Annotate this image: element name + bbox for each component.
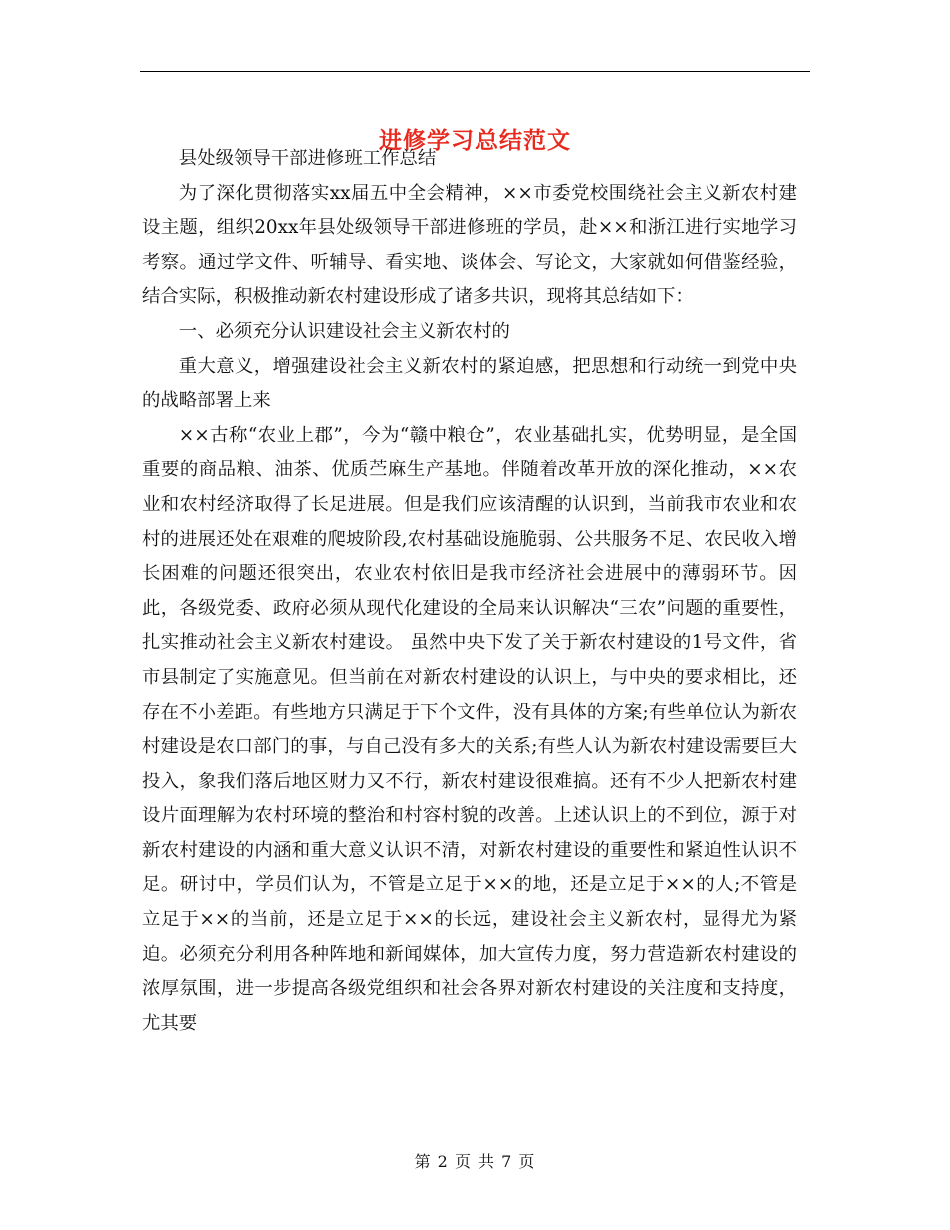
intro-paragraph: 为了深化贯彻落实xx届五中全会精神，××市委党校围绕社会主义新农村建设主题，组织20xx年县处级领导干部进修班的学员，赴××和浙江进行实地学习考察。通过学文件、听辅导、看实地、谈体会、写论文，大家就如何借鉴经验，结合实际，积极推动新农村建设形成了诸多共识，现将其总结如下： <box>142 182 797 308</box>
document-title: 进修学习总结范文 <box>379 127 571 155</box>
subtitle-paragraph: 县处级领导干部进修班工作总结 <box>178 148 437 169</box>
section-heading-continued: 重大意义，增强建设社会主义新农村的紧迫感，把思想和行动统一到党中央的战略部署上来 <box>142 355 797 412</box>
document-body <box>142 142 797 1041</box>
header-rule <box>140 71 810 72</box>
page-number: 第 2 页 共 7 页 <box>414 1152 536 1171</box>
body-paragraph: ××古称“农业上郡”，今为“赣中粮仓”，农业基础扎实，优势明显，是全国重要的商品粮、油茶、优质苎麻生产基地。伴随着改革开放的深化推动，××农业和农村经济取得了长足进展。但是我们应该清醒的认识到，当前我市农业和农村的进展还处在艰难的爬坡阶段,农村基础设施脆弱、公共服务不足、农民收入增长困难的问题还很突出，农业农村依旧是我市经济社会进展中的薄弱环节。因此，各级党委、政府必须从现代化建设的全局来认识解决“三农”问题的重要性，扎实推动社会主义新农村建设。 虽然中央下发了关于新农村建设的1号文件，省市县制定了实施意见。但当前在对新农村建设的认识上，与中央的要求相比，还存在不小差距。有些地方只满足于下个文件，没有具体的方案;有些单位认为新农村建设是农口部门的事，与自己没有多大的关系;有些人认为新农村建设需要巨大投入，象我们落后地区财力又不行，新农村建设很难搞。还有不少人把新农村建设片面理解为农村环境的整治和村容村貌的改善。上述认识上的不到位，源于对新农村建设的内涵和重大意义认识不清，对新农村建设的重要性和紧迫性认识不足。研讨中，学员们认为，不管是立足于××的地，还是立足于××的人;不管是立足于××的当前，还是立足于××的长远，建设社会主义新农村，显得尤为紧迫。必须充分利用各种阵地和新闻媒体，加大宣传力度，努力营造新农村建设的浓厚氛围，进一步提高各级党组织和社会各界对新农村建设的关注度和支持度，尤其要 <box>142 424 797 1034</box>
section-heading: 一、必须充分认识建设社会主义新农村的 <box>178 320 510 342</box>
